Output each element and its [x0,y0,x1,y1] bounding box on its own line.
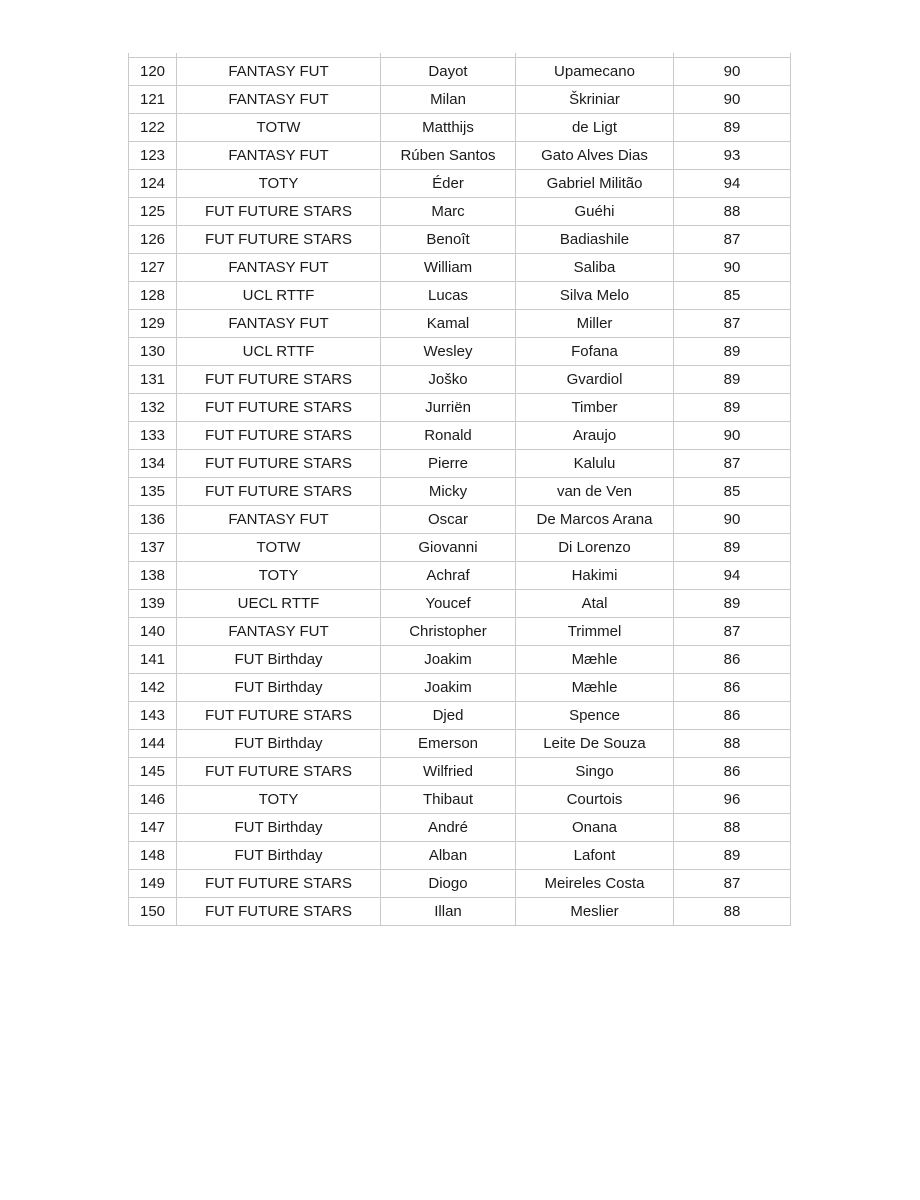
last-name-cell: Di Lorenzo [516,534,674,562]
last-name-cell: Gabriel Militão [516,170,674,198]
rating-cell: 94 [674,562,791,590]
rating-cell: 90 [674,58,791,86]
last-name-cell: Guéhi [516,198,674,226]
rating-cell: 86 [674,758,791,786]
table-row [129,198,791,226]
last-name-cell: Silva Melo [516,282,674,310]
first-name-cell: Oscar [381,506,516,534]
rating-cell: 88 [674,730,791,758]
first-name-cell: William [381,254,516,282]
table-row [129,786,791,814]
last-name-cell: Upamecano [516,58,674,86]
rating-cell: 96 [674,786,791,814]
rating-cell: 87 [674,450,791,478]
row-number-cell: 140 [129,618,177,646]
last-name-cell: Mæhle [516,674,674,702]
first-name-cell: Joško [381,366,516,394]
last-name-cell: Meslier [516,898,674,926]
table-row [129,562,791,590]
rating-cell: 86 [674,674,791,702]
rating-cell: 94 [674,170,791,198]
table-row [129,478,791,506]
row-number-cell: 125 [129,198,177,226]
first-name-cell: Kamal [381,310,516,338]
first-name-cell: Benoît [381,226,516,254]
table-row [129,842,791,870]
card-type-cell: FUT FUTURE STARS [177,870,381,898]
last-name-cell: Miller [516,310,674,338]
card-type-cell: UCL RTTF [177,338,381,366]
last-name-cell: Mæhle [516,646,674,674]
last-name-cell: De Marcos Arana [516,506,674,534]
first-name-cell: Youcef [381,590,516,618]
last-name-cell: Atal [516,590,674,618]
card-type-cell: FUT FUTURE STARS [177,478,381,506]
table-row [129,730,791,758]
row-number-cell: 124 [129,170,177,198]
last-name-cell: Fofana [516,338,674,366]
row-number-cell: 150 [129,898,177,926]
first-name-cell: Joakim [381,674,516,702]
row-number-cell: 130 [129,338,177,366]
row-number-cell: 134 [129,450,177,478]
last-name-cell: Kalulu [516,450,674,478]
row-number-cell: 137 [129,534,177,562]
rating-cell: 89 [674,590,791,618]
table-row [129,870,791,898]
first-name-cell: Jurriën [381,394,516,422]
rating-cell: 90 [674,422,791,450]
row-number-cell: 126 [129,226,177,254]
table-row [129,366,791,394]
card-type-cell: TOTY [177,170,381,198]
first-name-cell: Rúben Santos [381,142,516,170]
table-row [129,898,791,926]
card-type-cell: FUT Birthday [177,730,381,758]
card-type-cell: FANTASY FUT [177,254,381,282]
table-row [129,282,791,310]
row-number-cell: 145 [129,758,177,786]
row-number-cell: 127 [129,254,177,282]
row-number-cell: 123 [129,142,177,170]
first-name-cell: Alban [381,842,516,870]
first-name-cell: Dayot [381,58,516,86]
first-name-cell: Éder [381,170,516,198]
card-type-cell: FUT Birthday [177,814,381,842]
rating-cell: 87 [674,618,791,646]
rating-cell: 85 [674,282,791,310]
table-row [129,310,791,338]
rating-cell: 88 [674,198,791,226]
row-number-cell: 132 [129,394,177,422]
row-number-cell: 139 [129,590,177,618]
table-row [129,142,791,170]
card-type-cell: TOTY [177,786,381,814]
card-type-cell: FUT FUTURE STARS [177,758,381,786]
table-row [129,814,791,842]
card-type-cell: FUT FUTURE STARS [177,702,381,730]
table-row [129,394,791,422]
rating-cell: 87 [674,226,791,254]
first-name-cell: Milan [381,86,516,114]
first-name-cell: Lucas [381,282,516,310]
first-name-cell: Illan [381,898,516,926]
table-row [129,534,791,562]
row-number-cell: 136 [129,506,177,534]
player-card-list-table [128,53,791,926]
card-type-cell: FUT Birthday [177,842,381,870]
card-type-cell: FUT Birthday [177,646,381,674]
rating-cell: 90 [674,506,791,534]
last-name-cell: Gvardiol [516,366,674,394]
table-row [129,450,791,478]
last-name-cell: Courtois [516,786,674,814]
rating-cell: 85 [674,478,791,506]
rating-cell: 88 [674,898,791,926]
table-row [129,506,791,534]
row-number-cell: 143 [129,702,177,730]
card-type-cell: TOTW [177,114,381,142]
rating-cell: 86 [674,646,791,674]
last-name-cell: Spence [516,702,674,730]
row-number-cell: 146 [129,786,177,814]
rating-cell: 88 [674,814,791,842]
card-type-cell: UCL RTTF [177,282,381,310]
last-name-cell: de Ligt [516,114,674,142]
card-type-cell: FUT FUTURE STARS [177,450,381,478]
card-type-cell: FUT FUTURE STARS [177,226,381,254]
first-name-cell: Wilfried [381,758,516,786]
last-name-cell: Singo [516,758,674,786]
last-name-cell: Leite De Souza [516,730,674,758]
table-row [129,758,791,786]
card-type-cell: FUT FUTURE STARS [177,898,381,926]
rating-cell: 89 [674,842,791,870]
table-row [129,170,791,198]
rating-cell: 89 [674,366,791,394]
last-name-cell: Araujo [516,422,674,450]
card-type-cell: UECL RTTF [177,590,381,618]
first-name-cell: Ronald [381,422,516,450]
row-number-cell: 122 [129,114,177,142]
first-name-cell: Djed [381,702,516,730]
row-number-cell: 120 [129,58,177,86]
row-number-cell: 142 [129,674,177,702]
table-row [129,674,791,702]
card-type-cell: TOTY [177,562,381,590]
last-name-cell: Lafont [516,842,674,870]
first-name-cell: André [381,814,516,842]
first-name-cell: Thibaut [381,786,516,814]
first-name-cell: Pierre [381,450,516,478]
rating-cell: 89 [674,338,791,366]
table-row [129,422,791,450]
table-row [129,254,791,282]
rating-cell: 89 [674,114,791,142]
row-number-cell: 133 [129,422,177,450]
card-type-cell: FUT FUTURE STARS [177,422,381,450]
first-name-cell: Giovanni [381,534,516,562]
first-name-cell: Wesley [381,338,516,366]
rating-cell: 93 [674,142,791,170]
row-number-cell: 138 [129,562,177,590]
rating-cell: 87 [674,870,791,898]
rating-cell: 89 [674,534,791,562]
row-number-cell: 148 [129,842,177,870]
row-number-cell: 144 [129,730,177,758]
last-name-cell: Škriniar [516,86,674,114]
first-name-cell: Micky [381,478,516,506]
first-name-cell: Emerson [381,730,516,758]
first-name-cell: Marc [381,198,516,226]
card-type-cell: FANTASY FUT [177,506,381,534]
row-number-cell: 131 [129,366,177,394]
card-type-cell: FANTASY FUT [177,310,381,338]
card-type-cell: FUT FUTURE STARS [177,198,381,226]
row-number-cell: 128 [129,282,177,310]
card-type-cell: FUT FUTURE STARS [177,366,381,394]
row-number-cell: 121 [129,86,177,114]
last-name-cell: Saliba [516,254,674,282]
card-type-cell: FANTASY FUT [177,86,381,114]
card-type-cell: FANTASY FUT [177,618,381,646]
table-row [129,646,791,674]
row-number-cell: 129 [129,310,177,338]
first-name-cell: Joakim [381,646,516,674]
card-type-cell: FANTASY FUT [177,142,381,170]
rating-cell: 86 [674,702,791,730]
last-name-cell: van de Ven [516,478,674,506]
card-type-cell: TOTW [177,534,381,562]
row-number-cell: 147 [129,814,177,842]
row-number-cell: 141 [129,646,177,674]
first-name-cell: Matthijs [381,114,516,142]
first-name-cell: Achraf [381,562,516,590]
table-row [129,86,791,114]
rating-cell: 87 [674,310,791,338]
last-name-cell: Badiashile [516,226,674,254]
rating-cell: 90 [674,86,791,114]
row-number-cell: 135 [129,478,177,506]
row-number-cell: 149 [129,870,177,898]
last-name-cell: Onana [516,814,674,842]
first-name-cell: Diogo [381,870,516,898]
last-name-cell: Trimmel [516,618,674,646]
table-row [129,618,791,646]
last-name-cell: Meireles Costa [516,870,674,898]
table-row [129,58,791,86]
table-row [129,114,791,142]
first-name-cell: Christopher [381,618,516,646]
card-type-cell: FANTASY FUT [177,58,381,86]
last-name-cell: Gato Alves Dias [516,142,674,170]
rating-cell: 90 [674,254,791,282]
card-type-cell: FUT FUTURE STARS [177,394,381,422]
rating-cell: 89 [674,394,791,422]
last-name-cell: Timber [516,394,674,422]
last-name-cell: Hakimi [516,562,674,590]
card-type-cell: FUT Birthday [177,674,381,702]
table-row [129,226,791,254]
table-row [129,338,791,366]
table-row [129,590,791,618]
table-row [129,702,791,730]
